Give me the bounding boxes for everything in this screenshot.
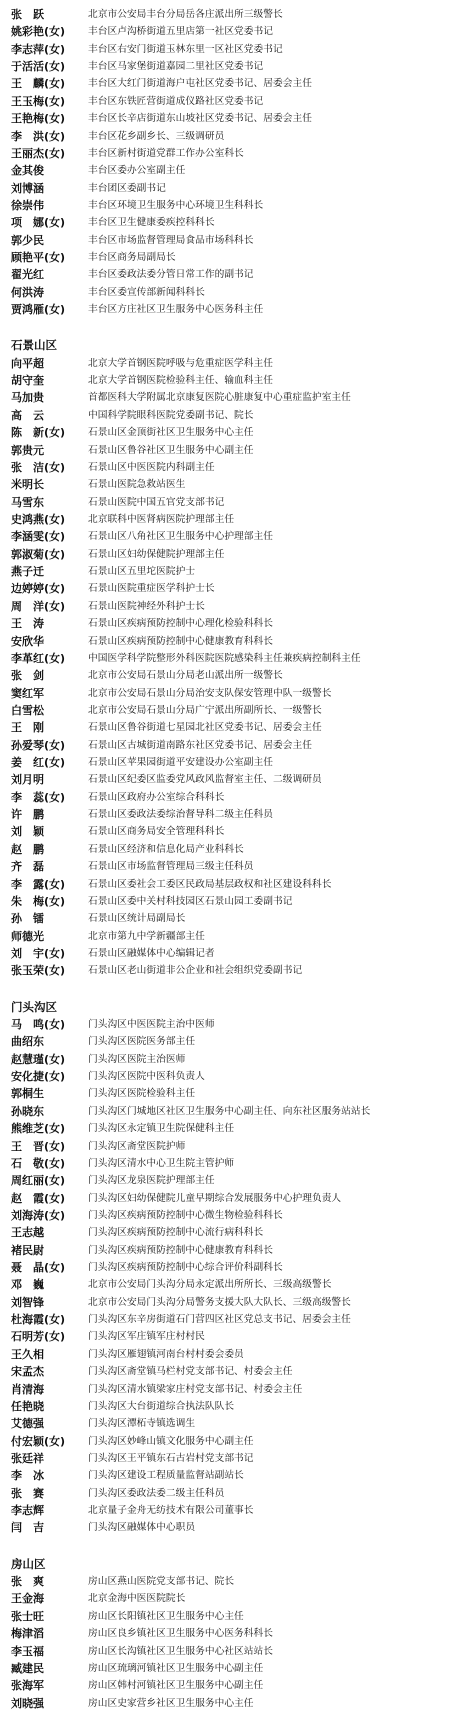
section-gap xyxy=(0,980,452,998)
person-title: 石景山区委政法委综治督导科二级主任科员 xyxy=(88,809,274,821)
person-title: 门头沟区清水中心卫生院主管护师 xyxy=(88,1157,235,1169)
person-row xyxy=(0,1138,452,1155)
person-name: 边婷婷(女) xyxy=(11,582,66,596)
person-name: 周 洋(女) xyxy=(11,599,66,613)
person-name: 孙晓东 xyxy=(11,1104,44,1118)
person-title: 房山区琉璃河镇社区卫生服务中心副主任 xyxy=(88,1662,264,1674)
person-title: 北京市第九中学新疆部主任 xyxy=(88,930,205,942)
person-name: 郭淑菊(女) xyxy=(11,547,66,561)
person-row xyxy=(0,1103,452,1120)
person-title: 门头沟区妙峰山镇文化服务中心副主任 xyxy=(88,1435,254,1447)
person-title: 丰台区卢沟桥街道五里店第一社区党委书记 xyxy=(88,26,274,38)
person-row xyxy=(0,1051,452,1068)
person-row xyxy=(0,580,452,597)
person-row xyxy=(0,1467,452,1484)
person-name: 许 鹏 xyxy=(11,808,44,822)
person-name: 师德光 xyxy=(11,929,44,943)
person-name: 邓 巍 xyxy=(11,1278,44,1292)
person-name: 李 蕊(女) xyxy=(11,790,66,804)
person-row xyxy=(0,633,452,650)
person-title: 石景山区苹果园街道平安建设办公室副主任 xyxy=(88,757,274,769)
person-name: 王 刚 xyxy=(11,721,44,735)
person-name: 马加贵 xyxy=(11,391,44,405)
person-name: 高 云 xyxy=(11,408,44,422)
person-title: 石景山区鲁谷社区卫生服务中心副主任 xyxy=(88,444,254,456)
person-row xyxy=(0,1311,452,1328)
person-row xyxy=(0,128,452,145)
person-title: 首都医科大学附属北京康复医院心脏康复中心重症监护室主任 xyxy=(88,392,351,404)
person-name: 刘月明 xyxy=(11,773,44,787)
person-title: 门头沟区雁翅镇河南台村村委会委员 xyxy=(88,1348,244,1360)
person-row xyxy=(0,1190,452,1207)
person-name: 臧建民 xyxy=(11,1661,44,1675)
person-name: 安化捷(女) xyxy=(11,1070,66,1084)
person-title: 北京市公安局门头沟分局警务支援大队大队长、三级高级警长 xyxy=(88,1296,351,1308)
person-row xyxy=(0,823,452,840)
person-row xyxy=(0,1450,452,1467)
person-title: 石景山区疾病预防控制中心理化检验科科长 xyxy=(88,618,274,630)
person-name: 王艳梅(女) xyxy=(11,112,66,126)
person-row xyxy=(0,650,452,667)
person-name: 张 赛 xyxy=(11,1486,44,1500)
person-row xyxy=(0,110,452,127)
person-title: 房山区长阳镇社区卫生服务中心主任 xyxy=(88,1610,244,1622)
person-name: 张海军 xyxy=(11,1679,44,1693)
person-row xyxy=(0,75,452,92)
person-name: 任艳晓 xyxy=(11,1399,44,1413)
person-title: 石景山医院神经外科护士长 xyxy=(88,600,205,612)
person-row xyxy=(0,893,452,910)
person-row xyxy=(0,41,452,58)
person-row xyxy=(0,1242,452,1259)
person-title: 石景山区妇幼保健院护理部主任 xyxy=(88,548,225,560)
person-name: 梅津滔 xyxy=(11,1627,44,1641)
person-row xyxy=(0,1381,452,1398)
person-row xyxy=(0,214,452,231)
person-title: 北京市公安局石景山分局广宁派出所副所长、一级警长 xyxy=(88,704,322,716)
person-name: 褚民尉 xyxy=(11,1243,44,1257)
person-title: 丰台团区委副书记 xyxy=(88,182,166,194)
person-title: 石景山区中医医院内科副主任 xyxy=(88,461,215,473)
person-name: 李革红(女) xyxy=(11,651,66,665)
person-name: 项 娜(女) xyxy=(11,216,66,230)
person-name: 王玉梅(女) xyxy=(11,94,66,108)
person-title: 房山区良乡镇社区卫生服务中心医务科科长 xyxy=(88,1628,274,1640)
person-name: 李涵雯(女) xyxy=(11,530,66,544)
person-row xyxy=(0,424,452,441)
person-row xyxy=(0,1328,452,1345)
person-name: 徐崇伟 xyxy=(11,198,44,212)
person-name: 窦红军 xyxy=(11,686,44,700)
person-row xyxy=(0,719,452,736)
person-name: 张玉荣(女) xyxy=(11,964,66,978)
person-row xyxy=(0,667,452,684)
person-title: 石景山区古城街道南路东社区党委书记、居委会主任 xyxy=(88,739,312,751)
person-row xyxy=(0,841,452,858)
person-title: 石景山医院重症医学科护士长 xyxy=(88,583,215,595)
person-name: 王 麟(女) xyxy=(11,77,66,91)
person-title: 北京联科中医肾病医院护理部主任 xyxy=(88,514,235,525)
person-title: 丰台区东铁匠营街道成仪路社区党委书记 xyxy=(88,95,264,107)
person-title: 石景山区市场监督管理局三级主任科员 xyxy=(88,861,254,873)
person-title: 门头沟区医院中医科负责人 xyxy=(88,1071,205,1083)
person-row xyxy=(0,1519,452,1536)
section-gap xyxy=(0,1537,452,1555)
person-name: 石 敬(女) xyxy=(11,1156,66,1170)
person-name: 刘 颖 xyxy=(11,825,44,839)
person-name: 顾艳平(女) xyxy=(11,251,66,265)
person-name: 张士旺 xyxy=(11,1609,44,1623)
person-title: 门头沟区门城地区社区卫生服务中心副主任、向东社区服务站站长 xyxy=(88,1105,371,1117)
person-name: 艾德强 xyxy=(11,1417,44,1431)
person-title: 丰台区方庄社区卫生服务中心医务科主任 xyxy=(88,304,264,316)
person-name: 王丽杰(女) xyxy=(11,146,66,160)
person-title: 门头沟区清水镇梁家庄村党支部书记、村委会主任 xyxy=(88,1383,303,1395)
person-row xyxy=(0,1695,452,1712)
person-row xyxy=(0,6,452,23)
person-row xyxy=(0,1398,452,1415)
person-name: 李玉福 xyxy=(11,1644,44,1658)
person-title: 丰台区马家堡街道嘉园二里社区党委书记 xyxy=(88,61,264,73)
person-name: 翟光红 xyxy=(11,268,44,282)
person-row xyxy=(0,1643,452,1660)
person-title: 石景山区疾病预防控制中心健康教育科科长 xyxy=(88,635,274,647)
person-title: 丰台区新村街道党群工作办公室科长 xyxy=(88,147,244,159)
person-title: 房山区燕山医院党支部书记、院长 xyxy=(88,1576,235,1588)
person-row xyxy=(0,1207,452,1224)
person-row xyxy=(0,407,452,424)
person-title: 石景山医院中国五官党支部书记 xyxy=(88,496,225,508)
person-title: 丰台区商务局副局长 xyxy=(88,252,176,264)
person-title: 北京大学首钢医院检验科主任、输血科主任 xyxy=(88,375,274,387)
person-title: 丰台区委办公室副主任 xyxy=(88,165,186,177)
person-name: 张 跃 xyxy=(11,8,44,21)
person-row xyxy=(0,511,452,528)
person-name: 王 涛 xyxy=(11,617,44,631)
person-name: 宋孟杰 xyxy=(11,1365,44,1379)
person-name: 郭桐生 xyxy=(11,1087,44,1101)
person-name: 付宏颖(女) xyxy=(11,1434,66,1448)
section-gap xyxy=(0,318,452,336)
person-title: 门头沟区妇幼保健院儿童早期综合发展服务中心护理负责人 xyxy=(88,1192,342,1204)
person-title: 门头沟区王平镇东石古岩村党支部书记 xyxy=(88,1452,254,1464)
person-name: 肖清海 xyxy=(11,1382,44,1396)
person-title: 门头沟区疾病预防控制中心微生物检验科科长 xyxy=(88,1209,283,1221)
person-name: 张 剑 xyxy=(11,669,44,683)
person-title: 门头沟区东辛房街道石门营四区社区党总支书记、居委会主任 xyxy=(88,1314,351,1326)
person-title: 石景山区老山街道非公企业和社会组织党委副书记 xyxy=(88,965,303,977)
person-row xyxy=(0,372,452,389)
person-name: 李志萍(女) xyxy=(11,42,66,56)
person-title: 门头沟区委政法委二级主任科员 xyxy=(88,1487,225,1499)
person-name: 赵慧瑾(女) xyxy=(11,1052,66,1066)
person-row xyxy=(0,962,452,979)
person-name: 刘晓强 xyxy=(11,1696,44,1710)
section xyxy=(0,980,452,1537)
person-row xyxy=(0,284,452,301)
person-row xyxy=(0,771,452,788)
person-name: 何洪涛 xyxy=(11,285,44,299)
person-title: 丰台区市场监督管理局食品市场科科长 xyxy=(88,234,254,246)
person-row xyxy=(0,232,452,249)
person-row xyxy=(0,93,452,110)
person-row xyxy=(0,789,452,806)
person-name: 石明芳(女) xyxy=(11,1330,66,1344)
person-title: 石景山区统计局副局长 xyxy=(88,913,186,925)
person-row xyxy=(0,162,452,179)
person-name: 聂 晶(女) xyxy=(11,1261,66,1275)
person-row xyxy=(0,528,452,545)
person-name: 李 露(女) xyxy=(11,877,66,891)
person-name: 孙爱琴(女) xyxy=(11,738,66,752)
person-name: 孙 镭 xyxy=(11,912,44,926)
person-title: 丰台区右安门街道玉林东里一区社区党委书记 xyxy=(88,43,283,55)
person-title: 北京大学首钢医院呼吸与危重症医学科主任 xyxy=(88,357,274,369)
section xyxy=(0,1537,452,1712)
person-name: 姜 红(女) xyxy=(11,756,66,770)
person-row xyxy=(0,1155,452,1172)
person-row xyxy=(0,1608,452,1625)
person-title: 门头沟区斋堂医院护师 xyxy=(88,1140,186,1152)
person-name: 杜海霞(女) xyxy=(11,1313,66,1327)
person-name: 张 爽 xyxy=(11,1575,44,1589)
person-row xyxy=(0,1120,452,1137)
person-title: 石景山区五里坨医院护士 xyxy=(88,566,196,578)
person-title: 石景山区委社会工委区民政局基层政权和社区建设科科长 xyxy=(88,878,332,890)
person-row xyxy=(0,1677,452,1694)
person-name: 王 晋(女) xyxy=(11,1139,66,1153)
person-title: 门头沟区疾病预防控制中心综合评价科副科长 xyxy=(88,1262,283,1274)
person-name: 曲绍东 xyxy=(11,1035,44,1049)
person-row xyxy=(0,685,452,702)
person-row xyxy=(0,1415,452,1432)
person-name: 李志辉 xyxy=(11,1504,44,1518)
person-row xyxy=(0,180,452,197)
person-row xyxy=(0,1590,452,1607)
person-title: 中国医学科学院整形外科医院医院感染科主任兼疾病控制科主任 xyxy=(88,652,361,664)
person-row xyxy=(0,754,452,771)
person-row xyxy=(0,1172,452,1189)
person-name: 刘博涵 xyxy=(11,181,44,195)
person-name: 燕子迁 xyxy=(11,565,44,579)
person-title: 房山区史家营乡社区卫生服务中心主任 xyxy=(88,1697,254,1709)
person-name: 王金海 xyxy=(11,1592,44,1606)
person-title: 门头沟区中医医院主治中医师 xyxy=(88,1019,215,1030)
person-row xyxy=(0,1276,452,1293)
person-name: 刘海涛(女) xyxy=(11,1208,66,1222)
person-row xyxy=(0,494,452,511)
person-title: 石景山医院急救站医生 xyxy=(88,479,186,491)
person-row xyxy=(0,476,452,493)
person-name: 王久相 xyxy=(11,1347,44,1361)
person-title: 门头沟区斋堂镇马栏村党支部书记、村委会主任 xyxy=(88,1366,293,1378)
person-title: 丰台区环境卫生服务中心环境卫生科科长 xyxy=(88,199,264,211)
person-row xyxy=(0,1573,452,1590)
person-title: 门头沟区医院主治医师 xyxy=(88,1053,186,1065)
person-row xyxy=(0,1259,452,1276)
person-row xyxy=(0,806,452,823)
person-title: 丰台区委政法委分管日常工作的副书记 xyxy=(88,269,254,281)
person-row xyxy=(0,1502,452,1519)
person-row xyxy=(0,928,452,945)
person-title: 北京金海中医医院院长 xyxy=(88,1593,186,1605)
person-row xyxy=(0,702,452,719)
person-row xyxy=(0,355,452,372)
person-title: 门头沟区大台街道综合执法队队长 xyxy=(88,1400,235,1412)
person-title: 门头沟区医院检验科主任 xyxy=(88,1088,196,1100)
person-title: 北京量子金舟无纺技术有限公司董事长 xyxy=(88,1505,254,1517)
person-name: 于活活(女) xyxy=(11,60,66,74)
person-row xyxy=(0,23,452,40)
person-row xyxy=(0,598,452,615)
person-row xyxy=(0,1433,452,1450)
person-title: 石景山区金顶街社区卫生服务中心主任 xyxy=(88,427,254,439)
person-row xyxy=(0,1068,452,1085)
person-row xyxy=(0,1033,452,1050)
person-row xyxy=(0,1016,452,1033)
person-row xyxy=(0,546,452,563)
person-title: 中国科学院眼科医院党委副书记、院长 xyxy=(88,409,254,421)
person-title: 门头沟区融媒体中心职员 xyxy=(88,1522,196,1534)
person-name: 马 鸣(女) xyxy=(11,1018,66,1031)
person-name: 姚彩艳(女) xyxy=(11,25,66,39)
person-row xyxy=(0,145,452,162)
person-row xyxy=(0,197,452,214)
person-title: 房山区韩村河镇社区卫生服务中心副主任 xyxy=(88,1680,264,1692)
person-title: 石景山区商务局安全管理科科长 xyxy=(88,826,225,838)
person-row xyxy=(0,389,452,406)
person-title: 丰台区花乡副乡长、三级调研员 xyxy=(88,130,225,142)
person-name: 张廷祥 xyxy=(11,1451,44,1465)
person-name: 刘 宇(女) xyxy=(11,946,66,960)
person-title: 石景山区委中关村科技园区石景山园工委副书记 xyxy=(88,895,293,907)
person-row xyxy=(0,1224,452,1241)
person-row xyxy=(0,945,452,962)
person-title: 北京市公安局石景山分局治安支队保安管理中队一级警长 xyxy=(88,687,332,699)
person-row xyxy=(0,301,452,318)
person-name: 马雪东 xyxy=(11,495,44,509)
person-name: 贾鸿雁(女) xyxy=(11,303,66,317)
person-row xyxy=(0,266,452,283)
person-row xyxy=(0,858,452,875)
person-title: 门头沟区龙泉医院护理部主任 xyxy=(88,1175,215,1187)
person-name: 刘智锋 xyxy=(11,1295,44,1309)
person-title: 丰台区卫生健康委疾控科科长 xyxy=(88,217,215,229)
person-name: 赵 霞(女) xyxy=(11,1191,66,1205)
person-title: 房山区长沟镇社区卫生服务中心社区站站长 xyxy=(88,1645,274,1657)
person-name: 安欣华 xyxy=(11,634,44,648)
person-title: 石景山区纪委区监委党风政风监督室主任、二级调研员 xyxy=(88,774,322,786)
person-row xyxy=(0,1294,452,1311)
person-row xyxy=(0,563,452,580)
section xyxy=(0,318,452,979)
person-title: 门头沟区建设工程质量监督站副站长 xyxy=(88,1470,244,1482)
person-row xyxy=(0,876,452,893)
person-title: 北京市公安局门头沟分局永定派出所所长、三级高级警长 xyxy=(88,1279,332,1291)
person-name: 史鸿燕(女) xyxy=(11,513,66,526)
section xyxy=(0,6,452,318)
person-name: 朱 梅(女) xyxy=(11,894,66,908)
person-row xyxy=(0,1660,452,1677)
person-row xyxy=(0,58,452,75)
person-name: 金其俊 xyxy=(11,164,44,178)
person-title: 石景山区政府办公室综合科科长 xyxy=(88,791,225,803)
person-row xyxy=(0,1485,452,1502)
person-name: 郭贵元 xyxy=(11,443,44,457)
person-name: 赵 鹏 xyxy=(11,842,44,856)
person-title: 门头沟区医院医务部主任 xyxy=(88,1036,196,1048)
person-name: 熊维芝(女) xyxy=(11,1122,66,1136)
person-title: 北京市公安局丰台分局岳各庄派出所三级警长 xyxy=(88,9,283,20)
person-row xyxy=(0,1363,452,1380)
person-name: 胡守奎 xyxy=(11,374,44,388)
person-title: 石景山区融媒体中心编辑记者 xyxy=(88,947,215,959)
person-row xyxy=(0,459,452,476)
person-row xyxy=(0,1085,452,1102)
person-name: 周红丽(女) xyxy=(11,1174,66,1188)
section-title: 石景山区 xyxy=(11,338,57,353)
person-title: 石景山区八角社区卫生服务中心护理部主任 xyxy=(88,531,274,543)
person-name: 郭少民 xyxy=(11,233,44,247)
person-title: 丰台区委宣传部新闻科科长 xyxy=(88,286,205,298)
person-title: 门头沟区疾病预防控制中心流行病科科长 xyxy=(88,1227,264,1239)
person-name: 李 洪(女) xyxy=(11,129,66,143)
person-title: 门头沟区疾病预防控制中心健康教育科科长 xyxy=(88,1244,274,1256)
person-row xyxy=(0,737,452,754)
person-name: 王志越 xyxy=(11,1226,44,1240)
person-title: 石景山区鲁谷街道七星园北社区党委书记、居委会主任 xyxy=(88,722,322,734)
person-name: 李 冰 xyxy=(11,1469,44,1483)
person-name: 米明长 xyxy=(11,478,44,492)
person-title: 北京市公安局石景山分局老山派出所一级警长 xyxy=(88,670,283,682)
person-name: 齐 磊 xyxy=(11,860,44,874)
person-title: 石景山区经济和信息化局产业科科长 xyxy=(88,843,244,855)
person-row xyxy=(0,442,452,459)
person-title: 丰台区大红门街道海户屯社区党委书记、居委会主任 xyxy=(88,78,312,90)
person-title: 丰台区长辛店街道东山坡社区党委书记、居委会主任 xyxy=(88,113,312,125)
person-name: 闫 吉 xyxy=(11,1521,44,1535)
section-title: 门头沟区 xyxy=(11,999,57,1014)
person-row xyxy=(0,249,452,266)
person-title: 门头沟区永定镇卫生院保健科主任 xyxy=(88,1123,235,1135)
person-title: 门头沟区军庄镇军庄村村民 xyxy=(88,1331,205,1343)
section-title: 房山区 xyxy=(11,1556,46,1571)
person-row xyxy=(0,1346,452,1363)
person-row xyxy=(0,1625,452,1642)
person-name: 张 洁(女) xyxy=(11,460,66,474)
person-title: 门头沟区潭柘寺镇选调生 xyxy=(88,1418,196,1430)
person-name: 向平超 xyxy=(11,356,44,370)
person-name: 白雪松 xyxy=(11,703,44,717)
person-row xyxy=(0,910,452,927)
person-name: 陈 新(女) xyxy=(11,426,66,440)
person-row xyxy=(0,615,452,632)
